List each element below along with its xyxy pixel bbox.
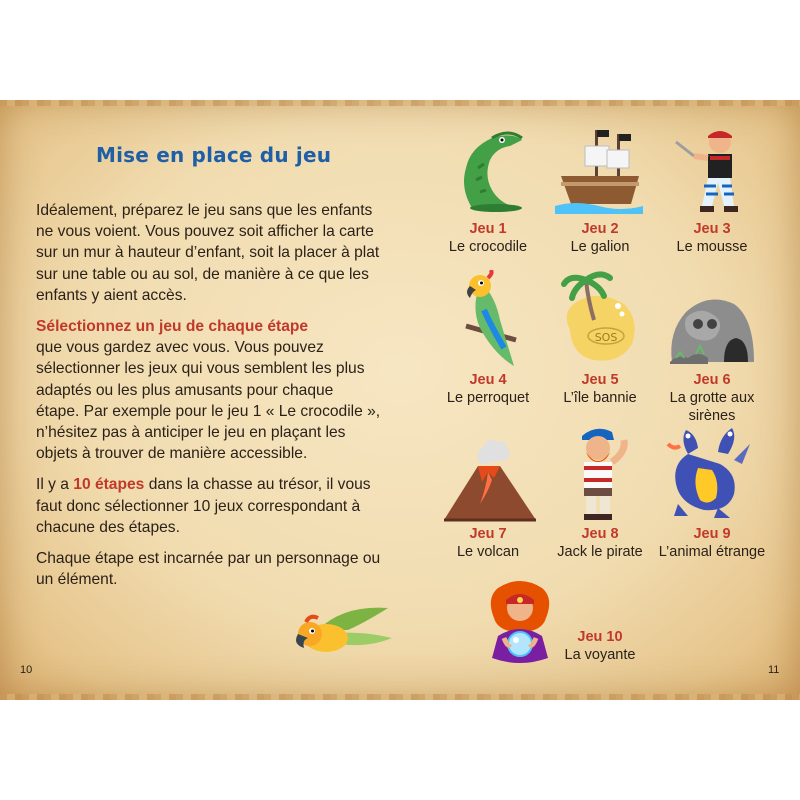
game-2: [540, 220, 660, 256]
game-8-number: Jeu 8: [581, 526, 619, 542]
game-4-number: Jeu 4: [469, 372, 507, 388]
page-title: Mise en place du jeu: [96, 143, 332, 167]
game-6-name: La grotte aux sirènes: [669, 390, 755, 424]
game-3: [652, 220, 772, 256]
game-6-number: Jeu 6: [693, 372, 731, 388]
game-1-number: Jeu 1: [469, 221, 507, 237]
game-2-name: Le galion: [570, 239, 630, 255]
game-1: [428, 220, 548, 256]
game-7-name: Le volcan: [456, 544, 520, 560]
game-10-name: La voyante: [564, 647, 636, 663]
paragraph-intro: Idéalement, préparez le jeu sans que les enfants ne vous voient. Vous pouvez soit afficher la carte sur un mur à hauteur d’enfant, soit la placer à plat sur une table ou au sol, de manière à ce que les enfants y aient accès.: [36, 202, 380, 304]
galleon-icon: [555, 126, 643, 216]
game-2-number: Jeu 2: [581, 221, 619, 237]
game-7-number: Jeu 7: [469, 526, 507, 542]
crocodile-icon: [452, 128, 526, 214]
steps-highlight: 10 étapes: [73, 476, 145, 494]
game-4: [428, 371, 548, 407]
game-8: [540, 525, 660, 561]
game-5-name: L’île bannie: [563, 390, 637, 406]
game-1-name: Le crocodile: [448, 239, 528, 255]
flying-parrot-icon: [288, 600, 394, 662]
steps-text-before: Il y a: [36, 476, 74, 494]
game-5-number: Jeu 5: [581, 372, 619, 388]
game-10-number: Jeu 10: [577, 629, 623, 645]
game-6: [652, 371, 772, 425]
paragraph-character: Chaque étape est incarnée par un personnage ou un élément.: [36, 550, 381, 589]
torn-edge-bottom: [0, 694, 800, 700]
game-9: [652, 525, 772, 561]
cabin-boy-icon: [672, 122, 750, 216]
instructions-text: [36, 200, 381, 600]
select-body: que vous gardez avec vous. Vous pouvez sélectionner les jeux qui vous semblent les plus adaptés ou les plus amusants pour chaque étape. Par exemple pour le jeu 1 « Le crocodile », n’hésitez pas à anticiper le jeu en plaçant les objets à trouver de manière accessible.: [36, 339, 381, 463]
torn-edge-top: [0, 100, 800, 106]
game-4-name: Le perroquet: [446, 390, 530, 406]
game-9-number: Jeu 9: [693, 526, 731, 542]
game-7: [428, 525, 548, 561]
dragon-icon: [658, 424, 750, 520]
game-5: [540, 371, 660, 407]
cave-icon: [668, 292, 756, 364]
volcano-icon: [444, 434, 536, 522]
paragraph-steps: [36, 474, 381, 538]
steps-text-after: dans la chasse au trésor, il vous faut donc sélectionner 10 jeux correspondant à chacune des étapes.: [36, 476, 371, 536]
game-8-name: Jack le pirate: [557, 544, 643, 560]
game-10: [540, 628, 660, 664]
paragraph-select: [36, 316, 381, 464]
island-icon: [560, 270, 640, 366]
page-number-right: 11: [768, 664, 780, 676]
pirate-icon: [566, 422, 634, 520]
game-3-number: Jeu 3: [693, 221, 731, 237]
page-number-left: 10: [20, 664, 33, 676]
parrot-icon: [458, 270, 524, 366]
select-heading: Sélectionnez un jeu de chaque étape: [36, 318, 309, 336]
sos-sign: SOS: [594, 331, 618, 344]
game-3-name: Le mousse: [676, 239, 748, 255]
game-9-name: L’animal étrange: [658, 544, 766, 560]
